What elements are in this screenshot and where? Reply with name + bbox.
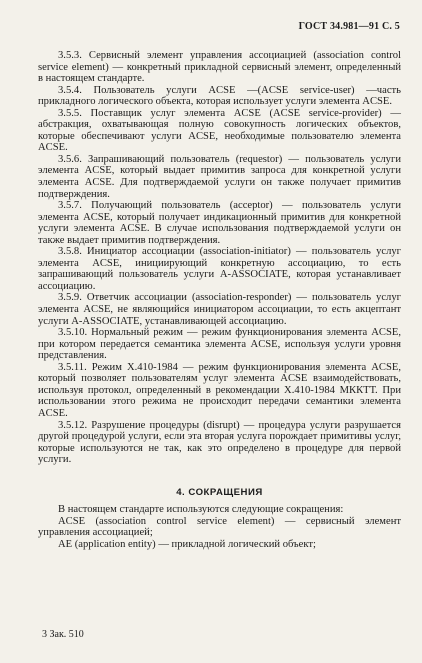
page-header: ГОСТ 34.981—91 С. 5 — [298, 21, 400, 32]
paragraph-3-5-6: 3.5.6. Запрашивающий пользователь (requestor) — пользователь услуги элемента ACSE, который выдает примитив запроса для конкретной услуги элемента ACSE. Для подтверждаемой услуги он также получает примитив подтверждения. — [38, 153, 401, 200]
paragraph-3-5-5: 3.5.5. Поставщик услуг элемента ACSE (ACSE service-provider) — абстракция, охватывающая полную совокупность логических объектов, которые обеспечивают услуги ACSE, необходимые пользователю элемента ACSE. — [38, 107, 401, 154]
paragraph-3-5-11: 3.5.11. Режим X.410-1984 — режим функционирования элемента ACSE, который позволяет пользователям услуг элемента ACSE взаимодействовать, используя протокол, определенный в рекомендации X.410-1984 МККТТ. При использовании этого режима не происходит передачи семантики элемента ACSE. — [38, 361, 401, 419]
paragraph-3-5-9: 3.5.9. Ответчик ассоциации (association-responder) — пользователь услуг элемента ACSE, не являющийся инициатором ассоциации, то есть акцептант услуги A-ASSOCIATE, устанавливающей ассоциацию. — [38, 292, 401, 327]
paragraph-3-5-4: 3.5.4. Пользователь услуги ACSE —(ACSE service-user) —часть прикладного логического объекта, которая использует услуги элемента ACSE. — [38, 84, 401, 108]
abbreviation-acse: ACSE (association control service element) — сервисный элемент управления ассоциацией; — [38, 515, 401, 539]
document-body — [38, 50, 401, 550]
paragraph-3-5-12: 3.5.12. Разрушение процедуры (disrupt) — процедура услуги разрушается другой процедурой услуги, если эта вторая услуга порождает примитивы услуг, которые используются не так, как это определено в процедуре для первой услуги. — [38, 419, 401, 466]
page-footer: 3 Зак. 510 — [42, 629, 84, 640]
section-title: 4. СОКРАЩЕНИЯ — [176, 486, 263, 498]
paragraph-3-5-8: 3.5.8. Инициатор ассоциации (association-initiator) — пользователь услуг элемента ACSE, инициирующий конкретную ассоциацию, то есть запрашивающий пользователь услуги A-ASSOCIATE, которая устанавливает ассоциацию. — [38, 246, 401, 292]
paragraph-3-5-10: 3.5.10. Нормальный режим — режим функционирования элемента ACSE, при котором передается семантика элемента ACSE, используя услуги уровня представления. — [38, 327, 401, 362]
abbreviation-ae: AE (application entity) — прикладной логический объект; — [58, 538, 316, 550]
paragraph-3-5-3: 3.5.3. Сервисный элемент управления ассоциацией (association control service element) — конкретный прикладной сервисный элемент, определенный в настоящем стандарте. — [38, 50, 401, 85]
abbreviations-intro: В настоящем стандарте используются следующие сокращения: — [58, 504, 344, 516]
paragraph-3-5-7: 3.5.7. Получающий пользователь (acceptor) — пользователь услуги элемента ACSE, который получает индикационный примитив для конкретной услуги элемента ACSE. В случае использования подтверждаемой услуги он также выдает примитив подтверждения. — [38, 200, 401, 246]
